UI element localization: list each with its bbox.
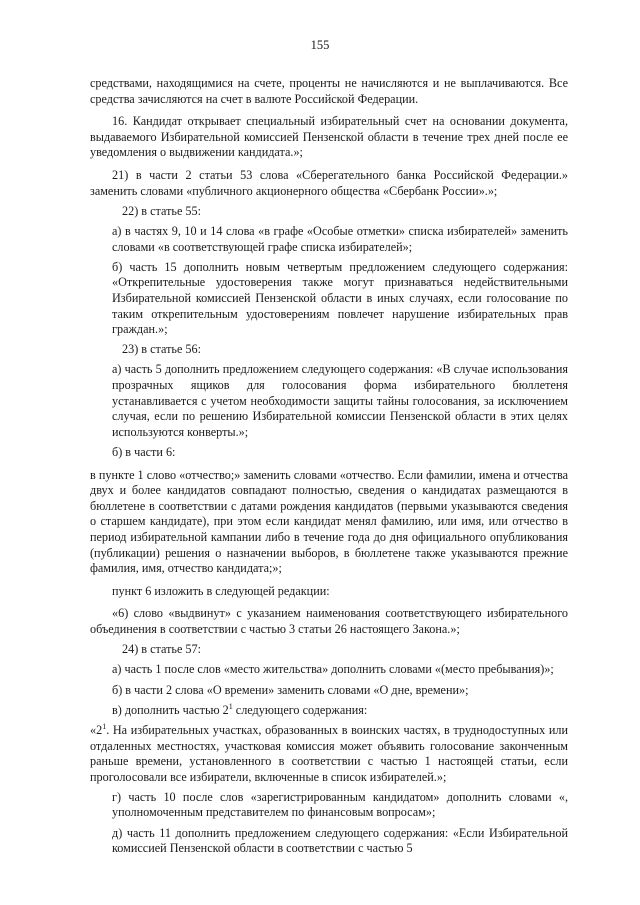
paragraph-item-22a: а) в частях 9, 10 и 14 слова «в графе «Особые отметки» списка избирателей» заменить словами «в соответствующей графе списка избирателей»; [112, 223, 568, 254]
paragraph-item-23a: а) часть 5 дополнить предложением следующего содержания: «В случае использования прозрачных ящиков для голосования форма избирательного бюллетеня устанавливается с учетом необходимости защиты тайны голосования, за исключением случая, если по решению Избирательной комиссии Пензенской области в этих целях используются конверты.»; [112, 362, 568, 439]
superscript-marker: 1 [228, 701, 233, 711]
page-number: 155 [310, 38, 330, 52]
paragraph-item-24g: г) часть 10 после слов «зарегистрированным кандидатом» дополнить словами «, уполномоченным представителем по финансовым вопросам»; [112, 789, 568, 820]
paragraph-item-24a: а) часть 1 после слов «место жительства» дополнить словами «(место пребывания)»; [112, 662, 554, 677]
paragraph-item-23b: б) в части 6: [112, 445, 176, 460]
paragraph-item-22b: б) часть 15 дополнить новым четвертым предложением следующего содержания: «Открепительные удостоверения также могут признаваться недействительными Избирательной комиссией Пензенской области в иных случаях, если голосование по таким открепительным удостоверениям повлечет нарушение избирательных прав граждан.»; [112, 259, 568, 337]
paragraph-item-24d: д) часть 11 дополнить предложением следующего содержания: «Если Избирательной комиссией Пензенской области в соответствии с частью 5 [112, 825, 568, 856]
paragraph-part-16: 16. Кандидат открывает специальный избирательный счет на основании документа, выдаваемого Избирательной комиссией Пензенской области в течение трех дней после ее уведомления о выдвижении кандидата.»; [90, 114, 568, 160]
paragraph-item-23: 23) в статье 56: [122, 342, 201, 357]
item-24v-text: в) дополнить частью 2 [112, 702, 229, 717]
part-2-1-number: «2 [90, 722, 103, 737]
paragraph-item-21: 21) в части 2 статьи 53 слова «Сберегательного банка Российской Федерации.» заменить словами «публичного акционерного общества «Сбербанк России».»; [90, 167, 568, 198]
paragraph-item-22: 22) в статье 55: [122, 203, 201, 218]
paragraph-point-1: в пункте 1 слово «отчество;» заменить словами «отчество. Если фамилии, имена и отчества двух и более кандидатов совпадают полностью, сведения о кандидатах размещаются в бюллетене в соответствии с датами рождения кандидатов (первыми указываются сведения о старшем кандидате), при этом если кандидат менял фамилию, или имя, или отчество в период избирательной кампании либо в течение года до дня официального опубликования (публикации) решения о назначении выборов, в бюллетене также указываются прежние фамилия, имя, отчество кандидата;»; [90, 467, 568, 576]
superscript-marker: 1 [102, 721, 107, 731]
part-2-1-text: . На избирательных участках, образованных в воинских частях, в труднодоступных или отдаленных местностях, участковая комиссия может объявить голосование законченным раньше времени, установленного в соответствии с частью 1 настоящей статьи, если проголосовали все избиратели, включенные в список избирателей.»; [90, 722, 568, 784]
paragraph-point-6: «6) слово «выдвинут» с указанием наименования соответствующего избирательного объединения в соответствии с частью 3 статьи 26 настоящего Закона.»; [90, 606, 568, 636]
document-body [90, 76, 568, 861]
paragraph-item-24v [90, 703, 568, 719]
paragraph-point-6-intro: пункт 6 изложить в следующей редакции: [112, 583, 330, 598]
item-24v-tail: следующего содержания: [232, 702, 368, 717]
paragraph-part-2-1 [90, 723, 568, 785]
paragraph-continuation: средствами, находящимися на счете, проценты не начисляются и не выплачиваются. Все средства зачисляются на счет в валюте Российской Федерации. [90, 76, 568, 106]
paragraph-item-24b: б) в части 2 слова «О времени» заменить словами «О дне, времени»; [112, 682, 469, 697]
paragraph-item-24: 24) в статье 57: [122, 642, 201, 657]
